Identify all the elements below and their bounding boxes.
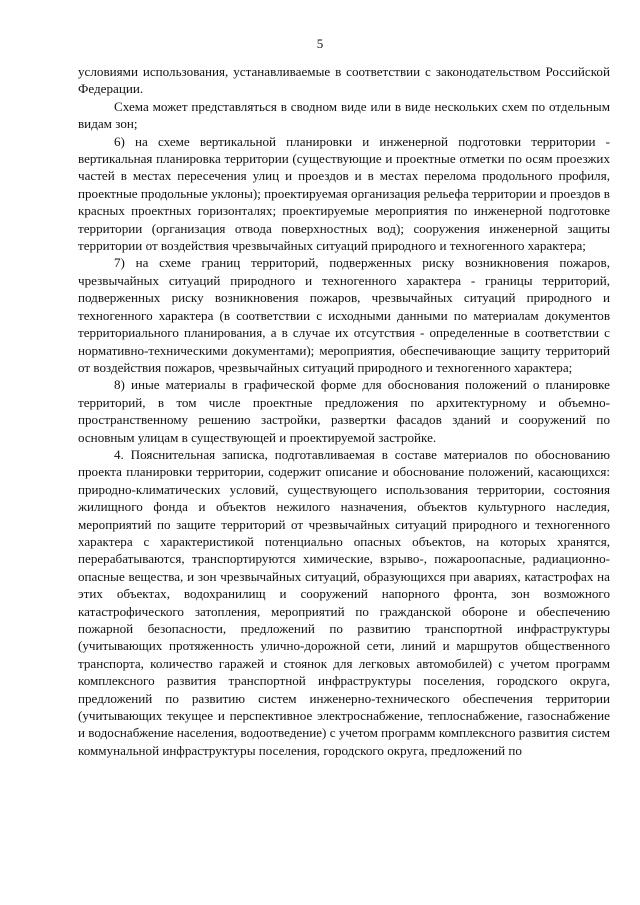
paragraph-item-7: 7) на схеме границ территорий, подверженных риску возникновения пожаров, чрезвычайных ситуаций природного и техногенного характера - границы территорий, подверженных риску возникновения пожаров, чрезвычайных ситуаций природного и техногенного характера (в соответствии с исходными данными по материалам документов территориального планирования, а в случае их отсутствия - определенные в соответствии с нормативно-техническими документами); мероприятия, обеспечивающие защиту территорий от воздействия пожаров, чрезвычайных ситуаций природного и техногенного характера; xyxy=(78,255,610,375)
paragraph-item-6: 6) на схеме вертикальной планировки и инженерной подготовки территории - вертикальная планировка территории (существующие и проектные отметки по осям проезжих частей в местах пересечения улиц и проездов и в местах перелома продольного профиля, проектные продольные уклоны); проектируемая организация рельефа территории и проездов в красных проектных горизонталях; проектируемые мероприятия по инженерной подготовке территории (организация отвода поверхностных вод); сооружения инженерной защиты территории от воздействия чрезвычайных ситуаций природного и техногенного характера; xyxy=(78,133,610,254)
paragraph-continuation: условиями использования, устанавливаемые в соответствии с законодательством Российской Федерации. xyxy=(78,64,610,97)
paragraph-scheme-note: Схема может представляться в сводном виде или в виде нескольких схем по отдельным видам зон; xyxy=(78,98,610,132)
paragraph-item-8: 8) иные материалы в графической форме для обоснования положений о планировке территорий, в том числе проектные предложения по архитектурному и объемно-пространственному решению застройки, развертки фасадов зданий и сооружений по основным улицам в существующей и проектируемой застройке. xyxy=(78,377,610,445)
paragraph-section-4: 4. Пояснительная записка, подготавливаемая в составе материалов по обоснованию проекта планировки территории, содержит описание и обоснование положений, касающихся: природно-климатических условий, существующего использования территории, состояния жилищного фонда и объектов нежилого назначения, объектов культурного наследия, мероприятий по защите территорий от чрезвычайных ситуаций природного и техногенного характера с характеристикой потенциально опасных объектов, на которых хранятся, перерабатываются, транспортируются химические, взрыво-, пожароопасные, радиационно-опасные вещества, и зон чрезвычайных ситуаций, образующихся при авариях, катастрофах на этих объектах, водохранилищ и сооружений напорного фронта, зон возможного катастрофического затопления, мероприятий по гражданской обороне и обеспечению пожарной безопасности, предложений по развитию транспортной инфраструктуры (учитывающих протяженность улично-дорожной сети, линий и маршрутов общественного транспорта, количество гаражей и стоянок для легковых автомобилей) с учетом программ комплексного развития транспортной инфраструктуры поселения, городского округа, предложений по развитию систем инженерно-технического обеспечения территории (учитывающих текущее и перспективное электроснабжение, теплоснабжение, газоснабжение и водоснабжение населения, водоотведение) с учетом программ комплексного развития систем коммунальной инфраструктуры поселения, городского округа, предложений по xyxy=(78,446,610,758)
page-number: 5 xyxy=(316,36,324,51)
document-body xyxy=(78,63,610,759)
